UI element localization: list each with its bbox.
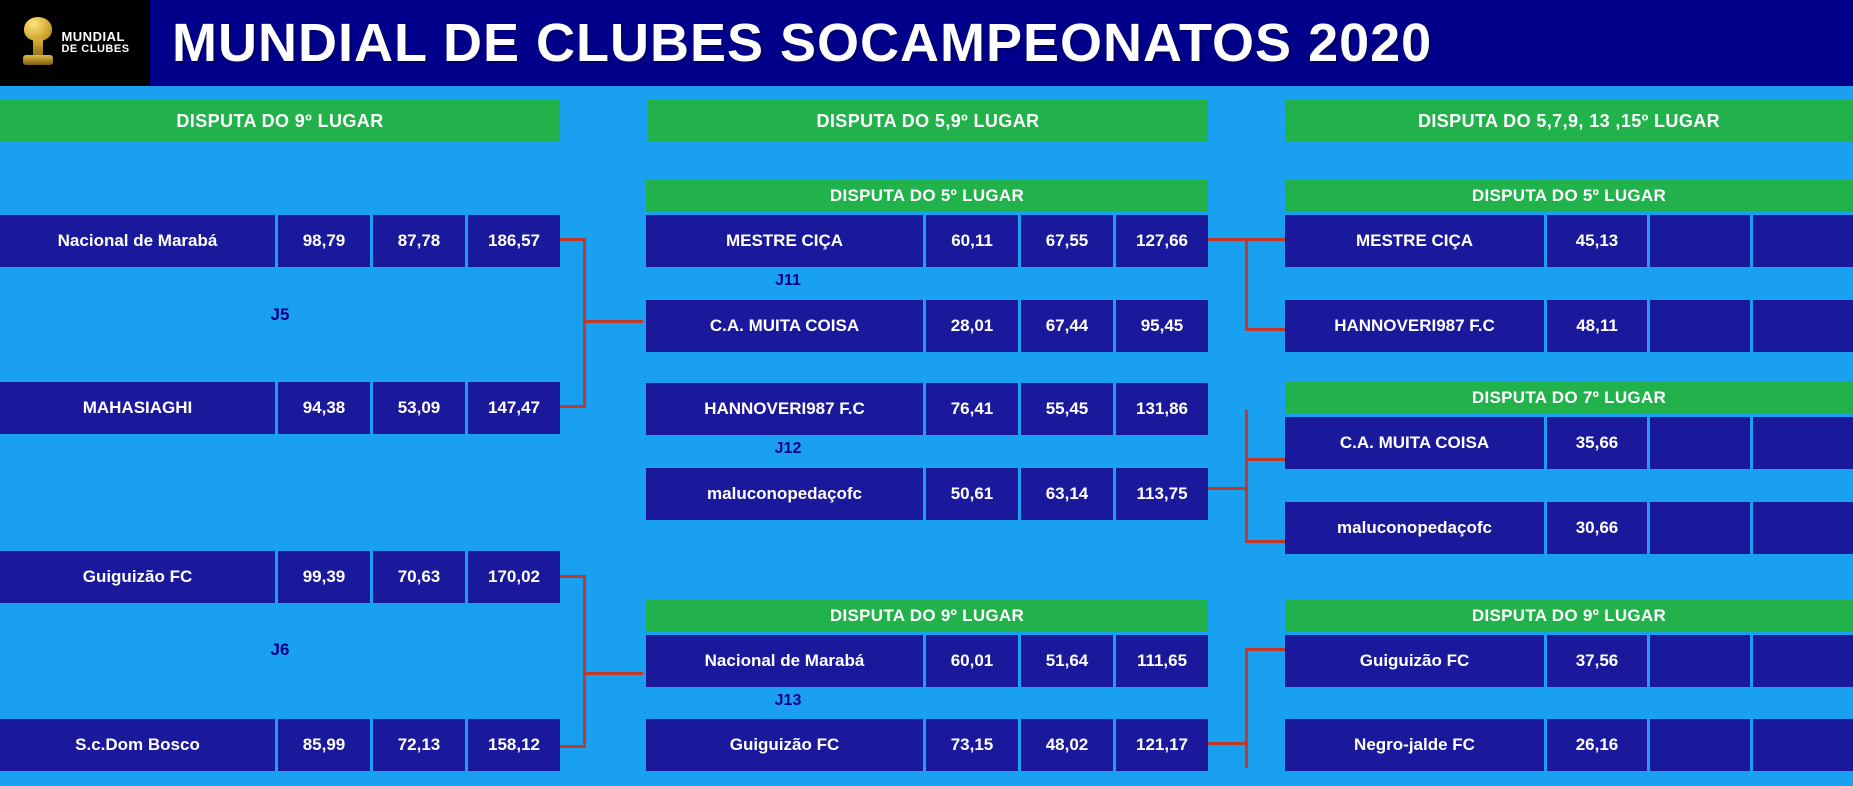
connector: [1245, 540, 1287, 543]
connector: [560, 575, 586, 578]
score-empty-1: [1647, 215, 1750, 267]
round-label-j11: J11: [775, 272, 801, 289]
connector: [560, 405, 586, 408]
match-box[interactable]: [646, 300, 1208, 352]
score-leg1: 94,38: [275, 382, 370, 434]
page-title: MUNDIAL DE CLUBES SOCAMPEONATOS 2020: [172, 13, 1433, 73]
score-leg1: 50,61: [923, 468, 1018, 520]
score-total: 121,17: [1113, 719, 1208, 771]
score-empty-2: [1750, 417, 1853, 469]
match-box[interactable]: [1285, 635, 1853, 687]
match-box[interactable]: [646, 468, 1208, 520]
banner-col1: DISPUTA DO 9º LUGAR: [0, 100, 560, 142]
connector: [1245, 410, 1248, 540]
score-total: 45,13: [1544, 215, 1647, 267]
group-header-9th: DISPUTA DO 9º LUGAR: [646, 600, 1208, 632]
score-leg2: 63,14: [1018, 468, 1113, 520]
team-name: Nacional de Marabá: [57, 231, 218, 250]
connector: [1245, 648, 1248, 768]
match-box[interactable]: [646, 719, 1208, 771]
match-box[interactable]: [646, 215, 1208, 267]
group-header-7th: DISPUTA DO 7º LUGAR: [1285, 382, 1853, 414]
score-empty-2: [1750, 635, 1853, 687]
match-box[interactable]: [1285, 215, 1853, 267]
score-leg2: 67,55: [1018, 215, 1113, 267]
connector: [583, 320, 643, 323]
match-box[interactable]: [1285, 417, 1853, 469]
score-total: 127,66: [1113, 215, 1208, 267]
score-leg1: 60,11: [923, 215, 1018, 267]
connector: [1245, 648, 1287, 651]
score-leg1: 73,15: [923, 719, 1018, 771]
connector: [1245, 458, 1287, 461]
score-leg1: 60,01: [923, 635, 1018, 687]
group-header-9th: DISPUTA DO 9º LUGAR: [1285, 600, 1853, 632]
team-name: HANNOVERI987 F.C: [1334, 316, 1495, 335]
team-name: MESTRE CIÇA: [1355, 231, 1474, 250]
score-total: 35,66: [1544, 417, 1647, 469]
score-total: 158,12: [465, 719, 560, 771]
round-label-j12: J12: [774, 440, 802, 457]
logo-line2: DE CLUBES: [61, 43, 130, 56]
score-leg2: 72,13: [370, 719, 465, 771]
team-name: Guiguizão FC: [82, 567, 193, 586]
score-leg2: 70,63: [370, 551, 465, 603]
trophy-icon: [20, 17, 56, 69]
match-box[interactable]: [0, 382, 560, 434]
team-name: C.A. MUITA COISA: [709, 316, 860, 335]
score-empty-1: [1647, 417, 1750, 469]
connector: [1208, 742, 1248, 745]
score-empty-1: [1647, 719, 1750, 771]
round-label-j13: J13: [774, 692, 802, 709]
score-leg1: 76,41: [923, 383, 1018, 435]
banner-row: [0, 86, 1853, 142]
score-leg2: 55,45: [1018, 383, 1113, 435]
logo: [0, 0, 150, 86]
score-empty-1: [1647, 502, 1750, 554]
score-leg1: 28,01: [923, 300, 1018, 352]
score-total: 186,57: [465, 215, 560, 267]
match-box[interactable]: [1285, 502, 1853, 554]
team-name: HANNOVERI987 F.C: [704, 399, 865, 418]
score-empty-2: [1750, 215, 1853, 267]
connector: [583, 575, 586, 745]
page-header: [0, 0, 1853, 86]
team-name: maluconopedaçofc: [707, 484, 862, 503]
banner-col2: DISPUTA DO 5,9º LUGAR: [648, 100, 1208, 142]
team-name: Guiguizão FC: [729, 735, 840, 754]
match-box[interactable]: [1285, 300, 1853, 352]
score-total: 111,65: [1113, 635, 1208, 687]
team-name: S.c.Dom Bosco: [75, 735, 200, 754]
score-leg1: 85,99: [275, 719, 370, 771]
score-total: 26,16: [1544, 719, 1647, 771]
score-empty-2: [1750, 719, 1853, 771]
connector: [560, 745, 586, 748]
team-name: MESTRE CIÇA: [725, 231, 844, 250]
score-total: 48,11: [1544, 300, 1647, 352]
connector: [1208, 487, 1248, 490]
score-total: 37,56: [1544, 635, 1647, 687]
score-empty-2: [1750, 300, 1853, 352]
match-box[interactable]: [0, 551, 560, 603]
score-total: 30,66: [1544, 502, 1647, 554]
match-box[interactable]: [646, 383, 1208, 435]
score-leg1: 98,79: [275, 215, 370, 267]
connector: [560, 238, 586, 241]
score-total: 147,47: [465, 382, 560, 434]
match-box[interactable]: [646, 635, 1208, 687]
score-leg2: 87,78: [370, 215, 465, 267]
connector: [1208, 238, 1248, 241]
round-label-j5: J5: [270, 305, 290, 324]
score-total: 113,75: [1113, 468, 1208, 520]
score-leg2: 67,44: [1018, 300, 1113, 352]
team-name: C.A. MUITA COISA: [1339, 433, 1490, 452]
score-total: 131,86: [1113, 383, 1208, 435]
match-box[interactable]: [0, 215, 560, 267]
team-name: maluconopedaçofc: [1337, 518, 1492, 537]
team-name: Negro-jalde FC: [1354, 735, 1475, 754]
connector: [1245, 238, 1287, 241]
connector: [583, 672, 643, 675]
match-box[interactable]: [1285, 719, 1853, 771]
score-total: 95,45: [1113, 300, 1208, 352]
match-box[interactable]: [0, 719, 560, 771]
team-name: Guiguizão FC: [1359, 651, 1470, 670]
score-leg1: 99,39: [275, 551, 370, 603]
banner-col3: DISPUTA DO 5,7,9, 13 ,15º LUGAR: [1285, 100, 1853, 142]
group-header-5th: DISPUTA DO 5º LUGAR: [1285, 180, 1853, 212]
round-label-j6: J6: [270, 640, 290, 659]
connector: [1245, 238, 1248, 328]
team-name: MAHASIAGHI: [82, 398, 193, 417]
score-empty-1: [1647, 635, 1750, 687]
connector: [1245, 328, 1287, 331]
score-empty-1: [1647, 300, 1750, 352]
team-name: Nacional de Marabá: [704, 651, 865, 670]
score-total: 170,02: [465, 551, 560, 603]
logo-line1: MUNDIAL: [61, 29, 125, 45]
score-leg2: 53,09: [370, 382, 465, 434]
score-empty-2: [1750, 502, 1853, 554]
score-leg2: 48,02: [1018, 719, 1113, 771]
score-leg2: 51,64: [1018, 635, 1113, 687]
group-header-5th: DISPUTA DO 5º LUGAR: [646, 180, 1208, 212]
